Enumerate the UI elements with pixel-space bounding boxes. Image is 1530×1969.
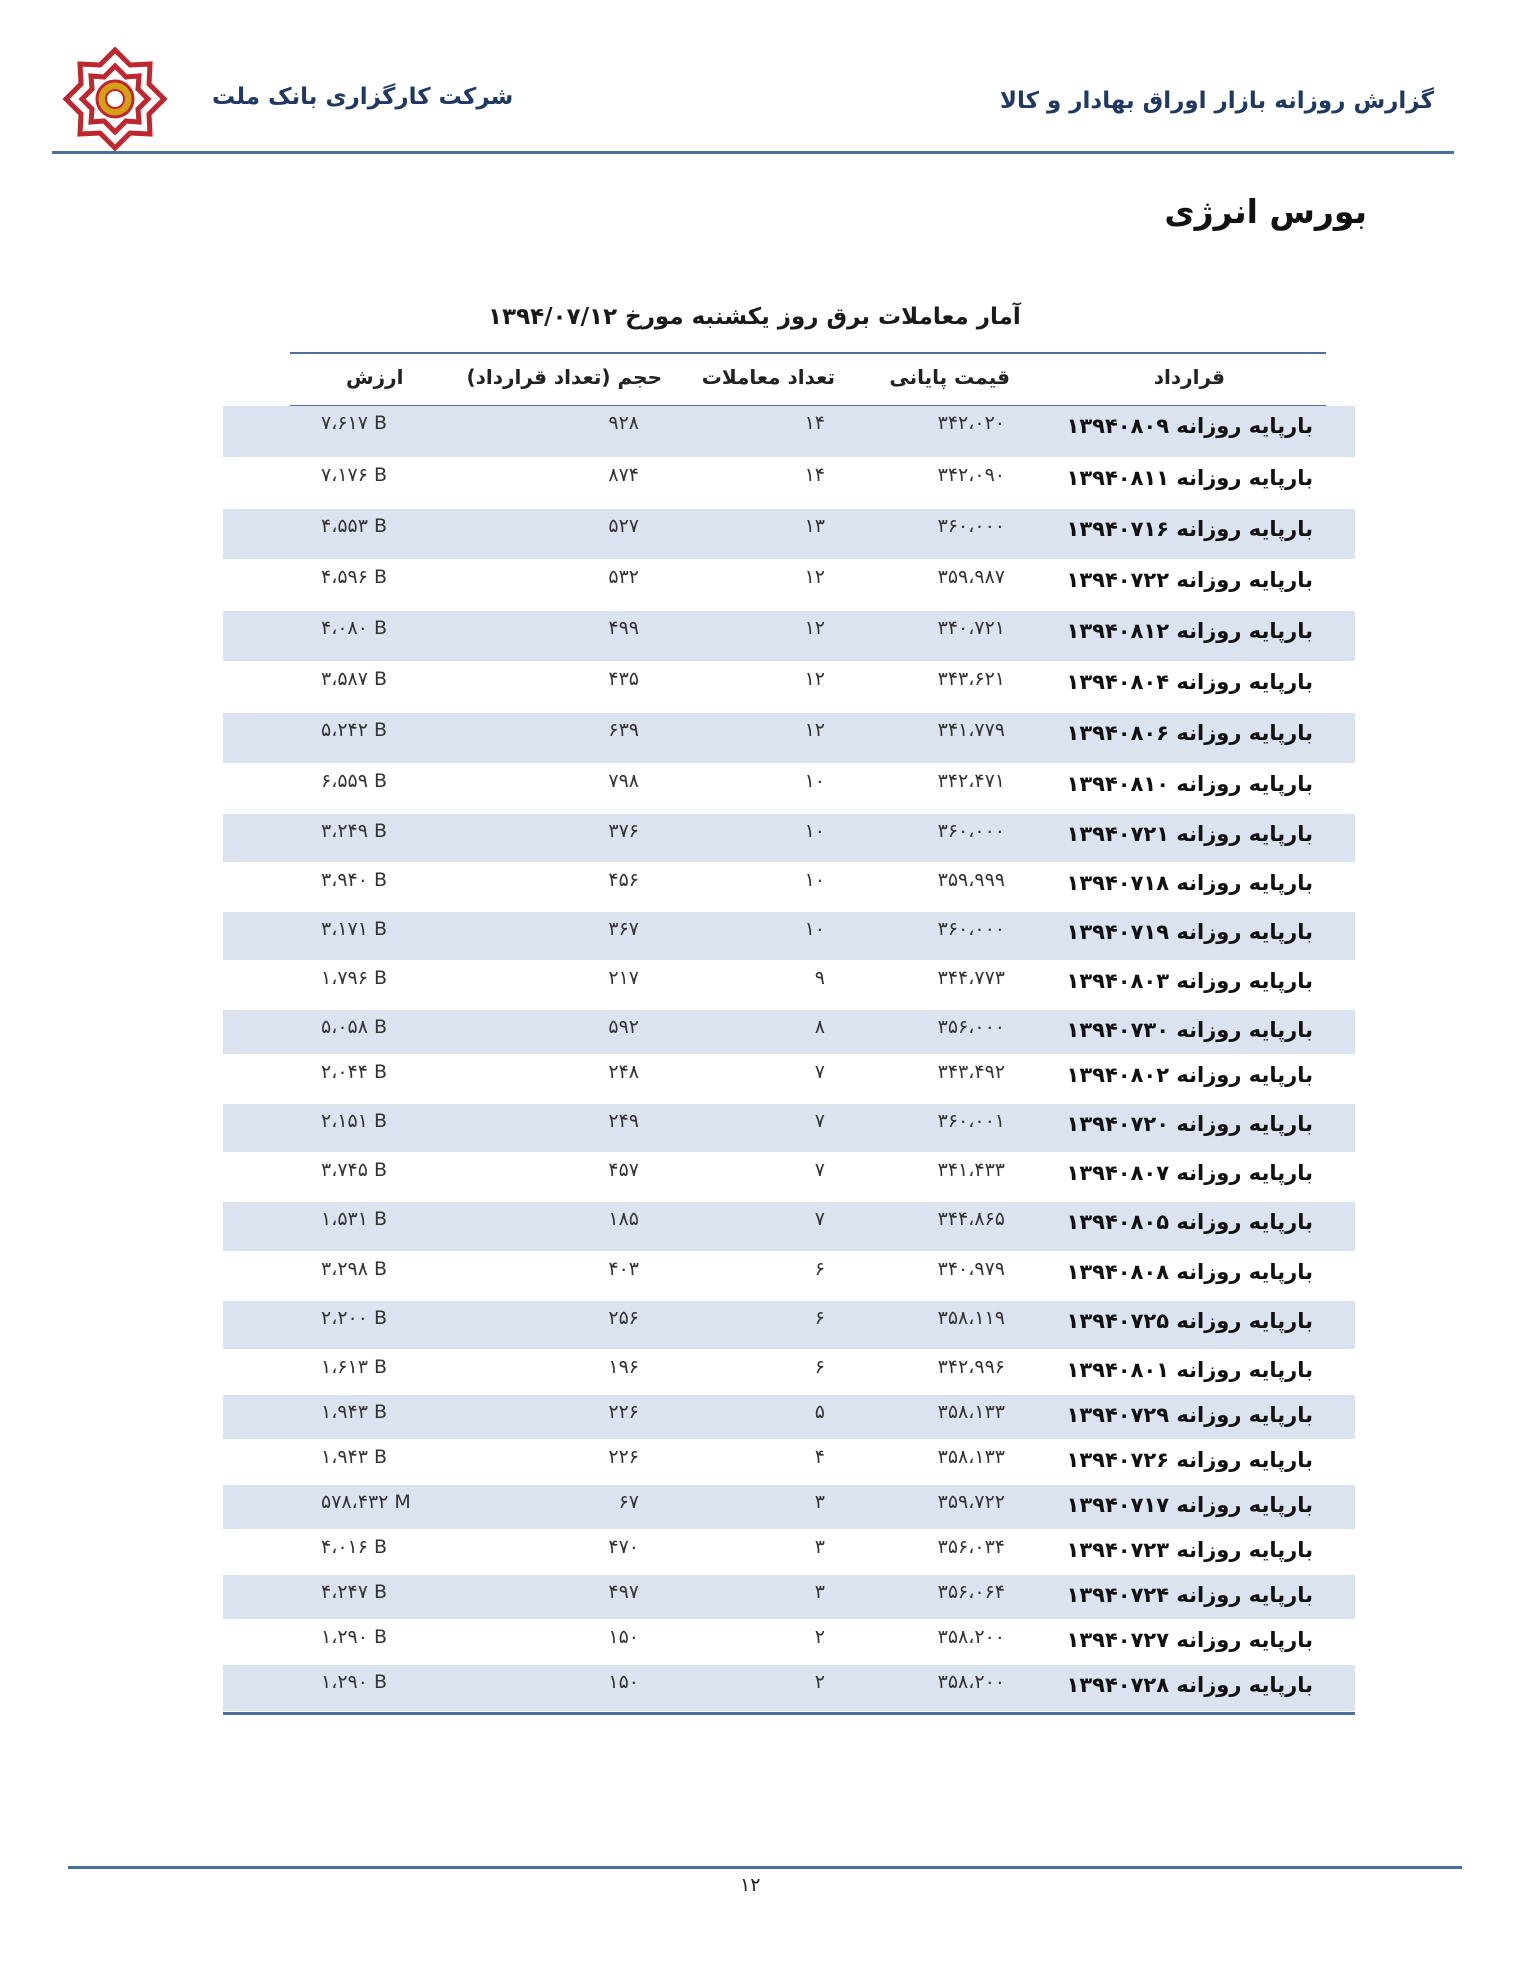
row-value: ۴،۵۹۶ B — [321, 566, 388, 588]
table-row — [223, 1575, 1355, 1620]
table-row — [223, 611, 1355, 662]
row-final-price: ۳۴۱،۴۳۳ — [937, 1159, 1005, 1181]
company-logo — [62, 46, 168, 152]
row-trade-count: ۶ — [814, 1356, 825, 1378]
table-bottom-rule — [223, 1712, 1355, 1715]
row-trade-count: ۱۲ — [804, 719, 825, 741]
row-trade-count: ۷ — [814, 1061, 825, 1083]
table-row — [223, 1530, 1355, 1575]
table-row — [223, 406, 1355, 458]
row-trade-count: ۳ — [814, 1536, 825, 1558]
row-value: ۳،۵۸۷ B — [321, 668, 388, 690]
row-volume: ۴۷۰ — [608, 1536, 639, 1558]
row-volume: ۲۴۹ — [608, 1110, 639, 1132]
table-row — [223, 863, 1355, 912]
row-contract: بارپایه روزانه ۱۳۹۴۰۸۰۲ — [1066, 1063, 1313, 1087]
row-value: ۱،۶۱۳ B — [321, 1356, 388, 1378]
row-trade-count: ۱۲ — [804, 668, 825, 690]
row-trade-count: ۱۲ — [804, 566, 825, 588]
table-row — [223, 713, 1355, 764]
table-row — [223, 1620, 1355, 1665]
row-contract: بارپایه روزانه ۱۳۹۴۰۷۱۷ — [1066, 1493, 1313, 1517]
table-title: آمار معاملات برق روز یکشنبه مورخ ۱۳۹۴/۰۷/۱۲ — [488, 304, 1021, 330]
table-row — [223, 458, 1355, 509]
row-volume: ۷۹۸ — [608, 770, 639, 792]
table-row — [223, 1440, 1355, 1485]
table-row — [223, 1350, 1355, 1395]
row-value: ۳،۹۴۰ B — [321, 869, 388, 891]
row-final-price: ۳۴۰،۹۷۹ — [937, 1258, 1005, 1280]
row-contract: بارپایه روزانه ۱۳۹۴۰۷۲۴ — [1066, 1583, 1313, 1607]
row-trade-count: ۲ — [814, 1626, 825, 1648]
row-contract: بارپایه روزانه ۱۳۹۴۰۸۰۳ — [1066, 969, 1313, 993]
row-trade-count: ۶ — [814, 1258, 825, 1280]
row-contract: بارپایه روزانه ۱۳۹۴۰۸۰۹ — [1066, 414, 1313, 438]
row-contract: بارپایه روزانه ۱۳۹۴۰۸۰۵ — [1066, 1210, 1313, 1234]
row-value: ۲،۰۴۴ B — [321, 1061, 388, 1083]
row-value: ۷،۶۱۷ B — [321, 412, 388, 434]
row-value: ۶،۵۵۹ B — [321, 770, 388, 792]
row-contract: بارپایه روزانه ۱۳۹۴۰۸۰۸ — [1066, 1260, 1313, 1284]
row-contract: بارپایه روزانه ۱۳۹۴۰۸۰۴ — [1066, 670, 1313, 694]
row-trade-count: ۱۰ — [804, 770, 825, 792]
row-final-price: ۳۵۶،۰۶۴ — [937, 1581, 1005, 1603]
row-volume: ۴۹۷ — [608, 1581, 639, 1603]
row-volume: ۱۵۰ — [608, 1626, 639, 1648]
table-row — [223, 814, 1355, 863]
row-final-price: ۳۴۳،۶۲۱ — [937, 668, 1005, 690]
row-value: ۵،۲۴۲ B — [321, 719, 388, 741]
row-final-price: ۳۶۰،۰۰۰ — [937, 515, 1005, 537]
row-final-price: ۳۵۶،۰۰۰ — [937, 1016, 1005, 1038]
header-divider — [52, 151, 1454, 154]
row-volume: ۵۲۷ — [608, 515, 639, 537]
row-volume: ۶۳۹ — [608, 719, 639, 741]
row-trade-count: ۳ — [814, 1491, 825, 1513]
row-value: ۵۷۸،۴۳۲ M — [321, 1491, 411, 1513]
row-value: ۱،۷۹۶ B — [321, 967, 388, 989]
row-volume: ۴۳۵ — [608, 668, 639, 690]
column-header-value: ارزش — [346, 365, 404, 389]
row-final-price: ۳۶۰،۰۰۱ — [937, 1110, 1005, 1132]
column-header-contract: قرارداد — [1153, 365, 1225, 389]
table-row — [223, 1202, 1355, 1252]
column-header-final-price: قیمت پایانی — [889, 365, 1010, 389]
row-trade-count: ۱۴ — [804, 464, 825, 486]
row-final-price: ۳۵۹،۹۹۹ — [937, 869, 1005, 891]
table-row — [223, 509, 1355, 560]
row-contract: بارپایه روزانه ۱۳۹۴۰۷۲۳ — [1066, 1538, 1313, 1562]
row-final-price: ۳۵۸،۲۰۰ — [937, 1626, 1005, 1648]
table-row — [223, 1055, 1355, 1104]
row-trade-count: ۱۳ — [804, 515, 825, 537]
row-value: ۴،۰۸۰ B — [321, 617, 388, 639]
row-trade-count: ۲ — [814, 1671, 825, 1693]
row-contract: بارپایه روزانه ۱۳۹۴۰۸۱۲ — [1066, 619, 1313, 643]
row-contract: بارپایه روزانه ۱۳۹۴۰۷۲۰ — [1066, 1112, 1313, 1136]
row-contract: بارپایه روزانه ۱۳۹۴۰۷۲۸ — [1066, 1673, 1313, 1697]
row-volume: ۲۲۶ — [608, 1446, 639, 1468]
row-trade-count: ۳ — [814, 1581, 825, 1603]
row-volume: ۲۱۷ — [608, 967, 639, 989]
row-trade-count: ۱۰ — [804, 869, 825, 891]
row-value: ۴،۵۵۳ B — [321, 515, 388, 537]
row-contract: بارپایه روزانه ۱۳۹۴۰۷۱۶ — [1066, 517, 1313, 541]
row-final-price: ۳۶۰،۰۰۰ — [937, 918, 1005, 940]
row-contract: بارپایه روزانه ۱۳۹۴۰۷۲۶ — [1066, 1448, 1313, 1472]
table-row — [223, 1104, 1355, 1153]
row-volume: ۱۸۵ — [608, 1208, 639, 1230]
table-row — [223, 912, 1355, 961]
row-volume: ۶۷ — [618, 1491, 639, 1513]
row-value: ۲،۱۵۱ B — [321, 1110, 388, 1132]
table-row — [223, 961, 1355, 1010]
row-value: ۱،۲۹۰ B — [321, 1626, 388, 1648]
table-row — [223, 1010, 1355, 1055]
row-contract: بارپایه روزانه ۱۳۹۴۰۷۲۲ — [1066, 568, 1313, 592]
row-contract: بارپایه روزانه ۱۳۹۴۰۸۰۷ — [1066, 1161, 1313, 1185]
row-trade-count: ۸ — [814, 1016, 825, 1038]
row-contract: بارپایه روزانه ۱۳۹۴۰۷۱۹ — [1066, 920, 1313, 944]
table-top-rule — [290, 352, 1326, 354]
table-row — [223, 1665, 1355, 1712]
row-trade-count: ۱۰ — [804, 820, 825, 842]
row-volume: ۴۹۹ — [608, 617, 639, 639]
row-value: ۱،۹۴۳ B — [321, 1446, 388, 1468]
row-contract: بارپایه روزانه ۱۳۹۴۰۸۰۶ — [1066, 721, 1313, 745]
page-number: ۱۲ — [740, 1874, 761, 1896]
row-contract: بارپایه روزانه ۱۳۹۴۰۸۱۱ — [1066, 466, 1313, 490]
row-final-price: ۳۴۴،۷۷۳ — [937, 967, 1005, 989]
row-trade-count: ۱۰ — [804, 918, 825, 940]
row-final-price: ۳۴۲،۰۹۰ — [937, 464, 1005, 486]
row-final-price: ۳۴۰،۷۲۱ — [937, 617, 1005, 639]
row-trade-count: ۷ — [814, 1208, 825, 1230]
row-contract: بارپایه روزانه ۱۳۹۴۰۸۱۰ — [1066, 772, 1313, 796]
row-trade-count: ۴ — [814, 1446, 825, 1468]
row-trade-count: ۹ — [814, 967, 825, 989]
row-final-price: ۳۵۸،۱۳۳ — [937, 1446, 1005, 1468]
table-row — [223, 1153, 1355, 1202]
row-trade-count: ۱۲ — [804, 617, 825, 639]
row-volume: ۲۲۶ — [608, 1401, 639, 1423]
row-trade-count: ۷ — [814, 1159, 825, 1181]
company-name: شرکت کارگزاری بانک ملت — [212, 84, 514, 110]
row-volume: ۴۰۳ — [608, 1258, 639, 1280]
table-row — [223, 1395, 1355, 1440]
row-value: ۵،۰۵۸ B — [321, 1016, 388, 1038]
column-header-trade-count: تعداد معاملات — [701, 365, 835, 389]
row-volume: ۳۷۶ — [608, 820, 639, 842]
row-final-price: ۳۴۳،۴۹۲ — [937, 1061, 1005, 1083]
row-volume: ۱۹۶ — [608, 1356, 639, 1378]
row-final-price: ۳۴۱،۷۷۹ — [937, 719, 1005, 741]
row-volume: ۴۵۶ — [608, 869, 639, 891]
row-final-price: ۳۴۲،۴۷۱ — [937, 770, 1005, 792]
footer-divider — [68, 1866, 1462, 1869]
row-value: ۳،۲۹۸ B — [321, 1258, 388, 1280]
row-contract: بارپایه روزانه ۱۳۹۴۰۷۲۷ — [1066, 1628, 1313, 1652]
row-final-price: ۳۴۲،۹۹۶ — [937, 1356, 1005, 1378]
row-final-price: ۳۴۲،۰۲۰ — [937, 412, 1005, 434]
row-volume: ۲۵۶ — [608, 1307, 639, 1329]
row-trade-count: ۷ — [814, 1110, 825, 1132]
row-value: ۳،۷۴۵ B — [321, 1159, 388, 1181]
row-volume: ۱۵۰ — [608, 1671, 639, 1693]
trades-table — [223, 406, 1355, 1712]
row-final-price: ۳۵۸،۲۰۰ — [937, 1671, 1005, 1693]
row-value: ۱،۲۹۰ B — [321, 1671, 388, 1693]
row-value: ۱،۵۳۱ B — [321, 1208, 388, 1230]
row-contract: بارپایه روزانه ۱۳۹۴۰۷۳۰ — [1066, 1018, 1313, 1042]
table-row — [223, 764, 1355, 814]
section-title: بورس انرژی — [1164, 192, 1367, 231]
row-volume: ۴۵۷ — [608, 1159, 639, 1181]
row-value: ۴،۲۴۷ B — [321, 1581, 388, 1603]
row-contract: بارپایه روزانه ۱۳۹۴۰۷۲۹ — [1066, 1403, 1313, 1427]
row-contract: بارپایه روزانه ۱۳۹۴۰۸۰۱ — [1066, 1358, 1313, 1382]
row-final-price: ۳۶۰،۰۰۰ — [937, 820, 1005, 842]
row-value: ۷،۱۷۶ B — [321, 464, 388, 486]
row-contract: بارپایه روزانه ۱۳۹۴۰۷۲۱ — [1066, 822, 1313, 846]
table-row — [223, 662, 1355, 713]
column-header-volume: حجم (تعداد قرارداد) — [466, 365, 662, 389]
row-final-price: ۳۴۴،۸۶۵ — [937, 1208, 1005, 1230]
row-trade-count: ۱۴ — [804, 412, 825, 434]
row-volume: ۲۴۸ — [608, 1061, 639, 1083]
table-row — [223, 560, 1355, 611]
table-row — [223, 1252, 1355, 1301]
row-value: ۴،۰۱۶ B — [321, 1536, 388, 1558]
row-value: ۲،۲۰۰ B — [321, 1307, 388, 1329]
table-row — [223, 1485, 1355, 1530]
row-volume: ۵۳۲ — [608, 566, 639, 588]
row-value: ۳،۲۴۹ B — [321, 820, 388, 842]
row-final-price: ۳۵۶،۰۳۴ — [937, 1536, 1005, 1558]
row-contract: بارپایه روزانه ۱۳۹۴۰۷۱۸ — [1066, 871, 1313, 895]
row-final-price: ۳۵۸،۱۳۳ — [937, 1401, 1005, 1423]
report-title: گزارش روزانه بازار اوراق بهادار و کالا — [999, 88, 1434, 114]
row-volume: ۵۹۲ — [608, 1016, 639, 1038]
table-row — [223, 1301, 1355, 1350]
row-value: ۱،۹۴۳ B — [321, 1401, 388, 1423]
row-volume: ۸۷۴ — [608, 464, 639, 486]
row-final-price: ۳۵۸،۱۱۹ — [937, 1307, 1005, 1329]
row-value: ۳،۱۷۱ B — [321, 918, 388, 940]
row-volume: ۹۲۸ — [608, 412, 639, 434]
row-trade-count: ۵ — [814, 1401, 825, 1423]
row-trade-count: ۶ — [814, 1307, 825, 1329]
row-contract: بارپایه روزانه ۱۳۹۴۰۷۲۵ — [1066, 1309, 1313, 1333]
row-final-price: ۳۵۹،۷۲۲ — [937, 1491, 1005, 1513]
row-final-price: ۳۵۹،۹۸۷ — [937, 566, 1005, 588]
row-volume: ۳۶۷ — [608, 918, 639, 940]
